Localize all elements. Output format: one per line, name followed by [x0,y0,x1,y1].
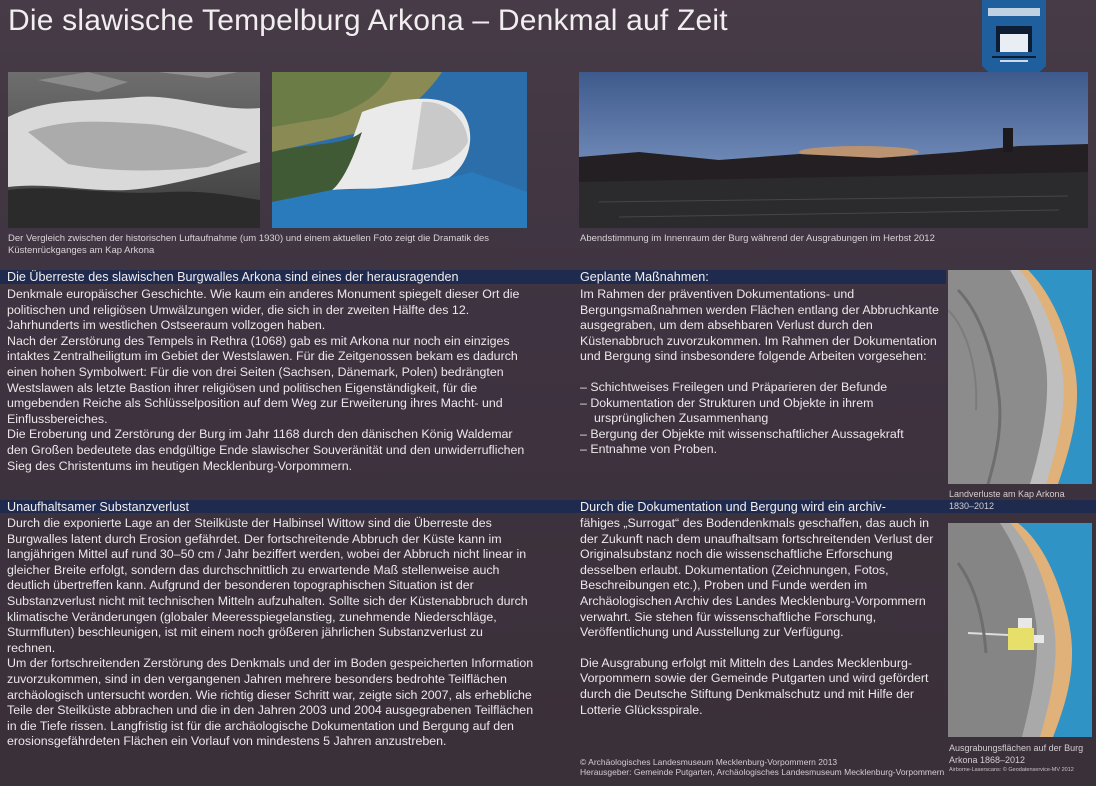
loss-p1: Durch die exponierte Lage an der Steilküste der Halbinsel Wittow sind die Überreste des Burgwalles latent durch Erosion gefährdet. Der fortschreitende Abbruch der Küste kann im langjährigen Mittel auf rund 30–50 cm / Jahr beziffert werden, wobei der Abbruch nicht linear in gleicher Breite erfolgt, sondern das durchschnittlich zu erwartende Maß stellenweise auch deutlich übertreffen kann. Aufgrund der besonderen topographischen Situation ist der Substanzverlust nicht mit technischen Mitteln aufzuhalten. Sollte sich der Küstenabbruch durch klimatische Veränderungen (globaler Meeresspiegelanstieg, zunehmende Niederschläge, Sturmfluten) beschleunigen, ist mit einem noch größeren jährlichen Substanzverlust zu rechnen. [7,516,528,655]
board-title: Die slawische Tempelburg Arkona – Denkmal auf Zeit [8,4,728,37]
land-loss-map [948,270,1092,484]
copyright-note: © Archäologisches Landesmuseum Mecklenburg-Vorpommern 2013 [580,757,838,767]
modern-cliff-photo [272,72,527,228]
loss-heading: Unaufhaltsamer Substanzverlust [7,500,190,514]
plan-item-2: – Dokumentation der Strukturen und Objekte in ihrem ursprünglichen Zusammenhang [580,395,874,426]
map1-caption-line1: Landverluste am Kap Arkona [949,489,1065,499]
loss-paragraphs [7,516,534,750]
doc-block [580,516,940,718]
map2-caption-line1: Ausgrabungsflächen auf der Burg [949,743,1084,753]
caption-evening-photo: Abendstimmung im Innenraum der Burg während der Ausgrabungen im Herbst 2012 [580,233,935,244]
intro-first-line: Die Überreste des slawischen Burgwalles Arkona sind eines der herausragenden [7,270,459,284]
plan-item-3: – Bergung der Objekte mit wissenschaftlicher Aussagekraft [580,426,904,441]
intro-p2: Nach der Zerstörung des Tempels in Rethra (1068) gab es mit Arkona nur noch ein einziges intaktes Zentralheiligtum im Gebiet der Westslawen. Für die Zeitgenossen bekam es dadurch einen hohen Symbolwert: Für die von drei Seiten (Sachsen, Dänemark, Polen) bedrängten Westslawen als letzte Bastion ihrer religiösen und politischen Eigenständigkeit, für die umgebenden Reiche als Schlüsselposition auf dem Weg zur Erweiterung ihres Macht- und Einflussbereiches. [7,333,518,426]
plan-heading: Geplante Maßnahmen: [580,270,709,284]
map1-caption-line2: 1830–2012 [949,501,995,511]
plan-item-1: – Schichtweises Freilegen und Präparieren der Befunde [580,379,888,394]
plan-item-4: – Entnahme von Proben. [580,442,718,457]
intro-p3: Die Eroberung und Zerstörung der Burg im Jahr 1168 durch den dänischen König Waldemar den Großen bedeutete das endgültige Ende slawischer Souveränität und den unwiderruflichen Sieg des Christentums im heutigen Mecklenburg-Vorpommern. [7,427,525,473]
map2-caption-line2: Arkona 1868–2012 [949,755,1026,765]
funding-text: Die Ausgrabung erfolgt mit Mitteln des Landes Mecklenburg-Vorpommern sowie der Gemeinde Putgarten und wird gefördert durch die Deutsche Stiftung Denkmalschutz und mit Hilfe der Lotterie Glücksspirale. [580,655,929,717]
map2-credit: Airborne-Laserscans: © Geodatenservice-MV 2012 [949,767,1074,773]
caption-photos-comparison: Der Vergleich zwischen der historischen Luftaufnahme (um 1930) und einem aktuellen Foto zeigt die Dramatik des Küstenrückganges am Kap Arkona [8,233,490,256]
loss-p2: Um der fortschreitenden Zerstörung des Denkmals und der im Boden gespeicherten Information zuvorzukommen, sind in den vergangenen Jahren mehrere besonders bedrohte Teilflächen archäologisch untersucht worden. Wie richtig dieser Schritt war, zeigte sich 2007, als erhebliche Teile der Steilküste abbrachen und die in den Jahren 2003 und 2004 ausgegrabenen Teilflächen in die Tiefe rissen. Langfristig ist für die archäologische Dokumentation und Bergung auf den erosionsgefährdeten Flächen ein Vorlauf von mindestens 5 Jahren anzustreben. [7,656,534,749]
publisher-note: Herausgeber: Gemeinde Putgarten, Archäologisches Landesmuseum Mecklenburg-Vorpommern [580,767,945,777]
plan-text: Im Rahmen der präventiven Dokumentations- und Bergungsmaßnahmen werden Flächen entlang der Abbruchkante ausgegraben, um dem absehbaren Verlust durch den Küstenabbruch zuvorzukommen. Im Rahmen der Dokumentation und Bergung sind insbesondere folgende Arbeiten vorgesehen: [580,287,939,364]
plan-list [580,380,940,458]
doc-text: fähiges „Surrogat“ des Bodendenkmals geschaffen, das auch in der Zukunft nach dem unaufhaltsam fortschreitenden Verlust der Originalsubstanz noch die wissenschaftliche Erforschung desselben erlaubt. Dokumentation (Zeichnungen, Fotos, Beschreibungen etc.), Proben und Funde werden im Archäologischen Archiv des Landes Mecklenburg-Vorpommern verwahrt. Sie stehen für wissenschaftliche Forschung, Veröffentlichung und Ausstellung zur Verfügung. [580,516,934,640]
intro-p1: Denkmale europäischer Geschichte. Wie kaum ein anderes Monument spiegelt dieser Ort die politischen und religiösen Umwälzungen wider, die sich in der zweiten Hälfte des 12. Jahrhunderts im westlichen Ostseeraum vollzogen haben. [7,287,520,333]
intro-paragraphs [7,287,534,474]
excavation-areas-map [948,523,1092,737]
historic-aerial-photo [8,72,260,228]
doc-first-line: Durch die Dokumentation und Bergung wird ein archiv- [580,500,886,514]
evening-excavation-photo [579,72,1088,228]
plan-block [580,287,940,458]
